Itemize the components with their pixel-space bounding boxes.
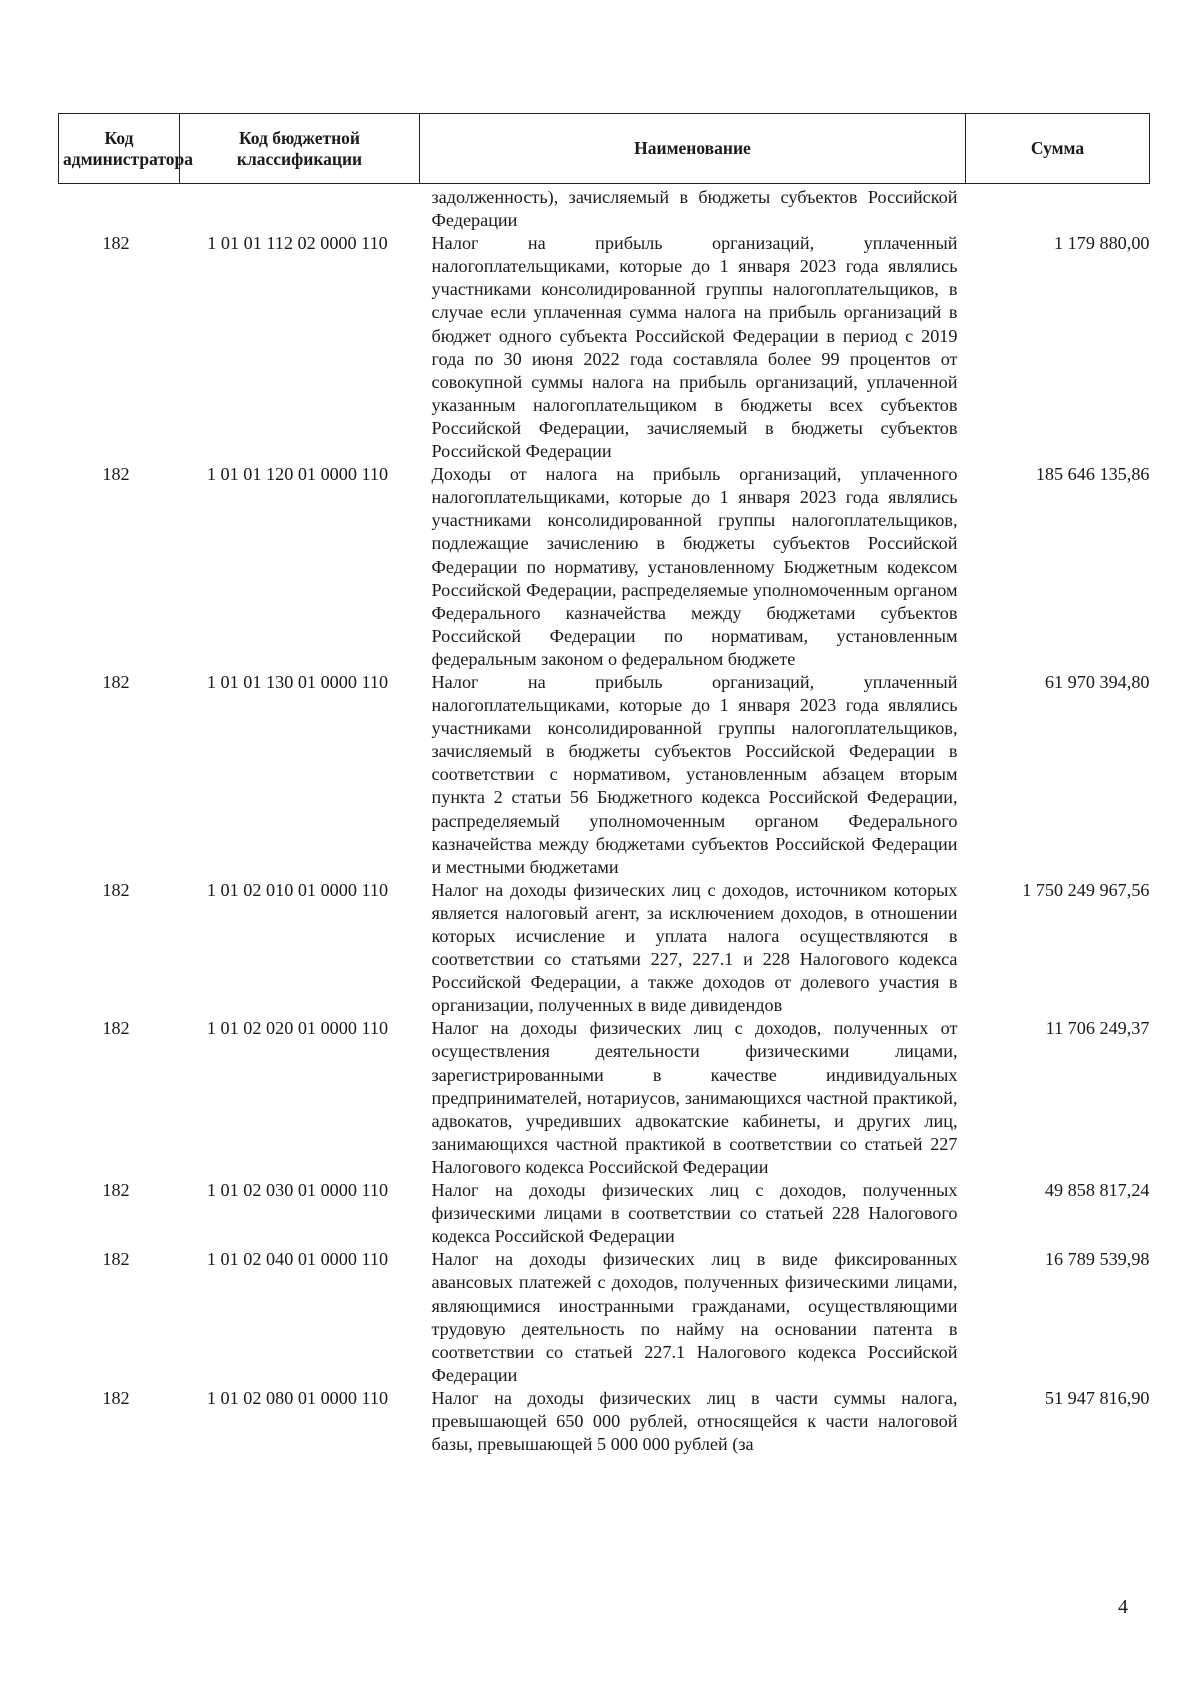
row-kbk: 1 01 01 120 01 0000 110 [206, 464, 389, 485]
table-row [59, 1017, 1150, 1179]
table-row [59, 1248, 1150, 1387]
row-kbk: 1 01 02 080 01 0000 110 [206, 1387, 389, 1408]
table-body [59, 184, 1150, 1457]
row-sum: 185 646 135,86 [1035, 464, 1150, 485]
row-kbk: 1 01 01 112 02 0000 110 [207, 233, 388, 254]
row-admin-code: 182 [102, 1180, 130, 1201]
row-admin-code: 182 [102, 671, 130, 692]
row-name: Налог на прибыль организаций, уплаченный налогоплательщиками, которые до 1 января 2023 года являлись участниками консолидированной группы налогоплательщиков, зачисляемый в бюджеты субъектов Российской Федерации в соответствии с нормативом, установленным абзацем вторым пункта 2 статьи 56 Бюджетного кодекса Российской Федерации, распределяемый уполномоченным органом Федерального казначейства между бюджетами субъектов Российской Федерации и местными бюджетами [431, 671, 958, 877]
row-name: Налог на доходы физических лиц в виде фиксированных авансовых платежей с доходов, полученных физическими лицами, являющимися иностранными гражданами, осуществляющими трудовую деятельность по найму на основании патента в соответствии со статьей 227.1 Налогового кодекса Российской Федерации [431, 1249, 958, 1385]
row-sum: 51 947 816,90 [1044, 1387, 1150, 1408]
row-kbk: 1 01 01 130 01 0000 110 [206, 671, 389, 692]
row-admin-code: 182 [102, 1018, 130, 1039]
row-sum: 61 970 394,80 [1044, 671, 1150, 692]
row-sum: 1 750 249 967,56 [1022, 879, 1150, 900]
page-number: 4 [1118, 1596, 1128, 1618]
table-row [59, 1387, 1150, 1456]
table-row [59, 232, 1150, 463]
table-row [59, 879, 1150, 1018]
row-name: Налог на доходы физических лиц в части суммы налога, превышающей 650 000 рублей, относящейся к части налоговой базы, превышающей 5 000 000 рублей (за [431, 1387, 958, 1455]
row-admin-code: 182 [102, 233, 130, 254]
row-name: Налог на доходы физических лиц с доходов, полученных от осуществления деятельности физическими лицами, зарегистрированными в качестве индивидуальных предпринимателей, нотариусов, занимающихся частной практикой, адвокатов, учредивших адвокатские кабинеты, и других лиц, занимающихся частной практикой в соответствии со статьей 227 Налогового кодекса Российской Федерации [431, 1018, 958, 1177]
table-row-continuation [59, 184, 1150, 233]
row-kbk: 1 01 02 040 01 0000 110 [206, 1249, 389, 1270]
row-admin-code: 182 [102, 1249, 130, 1270]
header-name: Наименование [420, 114, 966, 184]
header-kbk: Код бюджетной классификации [180, 114, 420, 184]
row-sum: 1 179 880,00 [1054, 233, 1150, 254]
row-admin-code: 182 [102, 1387, 130, 1408]
header-admin-code: Код администратора [59, 114, 180, 184]
table-row [59, 671, 1150, 879]
row-sum: 16 789 539,98 [1044, 1249, 1150, 1270]
row-admin-code: 182 [102, 879, 130, 900]
row-kbk: 1 01 02 030 01 0000 110 [206, 1180, 389, 1201]
table-row [59, 1179, 1150, 1248]
row-admin-code: 182 [102, 464, 130, 485]
budget-revenue-table [58, 113, 1150, 1456]
table-row [59, 463, 1150, 671]
row-kbk: 1 01 02 010 01 0000 110 [206, 879, 389, 900]
row-name: Налог на доходы физических лиц с доходов, полученных физическими лицами в соответствии со статьей 228 Налогового кодекса Российской Федерации [431, 1180, 958, 1247]
row-sum: 49 858 817,24 [1044, 1180, 1150, 1201]
row-name: Налог на доходы физических лиц с доходов, источником которых является налоговый агент, за исключением доходов, в отношении которых исчисление и уплата налога осуществляются в соответствии со статьями 227, 227.1 и 228 Налогового кодекса Российской Федерации, а также доходов от долевого участия в организации, полученных в виде дивидендов [431, 879, 958, 1016]
row-name: Доходы от налога на прибыль организаций, уплаченного налогоплательщиками, которые до 1 января 2023 года являлись участниками консолидированной группы налогоплательщиков, подлежащие зачислению в бюджеты субъектов Российской Федерации по нормативу, установленному Бюджетным кодексом Российской Федерации, распределяемые уполномоченным органом Федерального казначейства между бюджетами субъектов Российской Федерации по нормативам, установленным федеральным законом о федеральном бюджете [431, 464, 958, 669]
header-sum: Сумма [966, 114, 1150, 184]
row-name: Налог на прибыль организаций, уплаченный налогоплательщиками, которые до 1 января 2023 года являлись участниками консолидированной группы налогоплательщиков, в случае если уплаченная сумма налога на прибыль организаций в бюджет одного субъекта Российской Федерации в период с 2019 года по 30 июня 2022 года составляла более 99 процентов от совокупной суммы налога на прибыль организаций, уплаченной указанным налогоплательщиком в бюджеты всех субъектов Российской Федерации, зачисляемый в бюджеты субъектов Российской Федерации [431, 233, 958, 462]
row-kbk: 1 01 02 020 01 0000 110 [206, 1018, 389, 1039]
row-name: задолженность), зачисляемый в бюджеты субъектов Российской Федерации [431, 187, 958, 231]
row-sum: 11 706 249,37 [1045, 1018, 1150, 1039]
table-header [59, 114, 1150, 184]
